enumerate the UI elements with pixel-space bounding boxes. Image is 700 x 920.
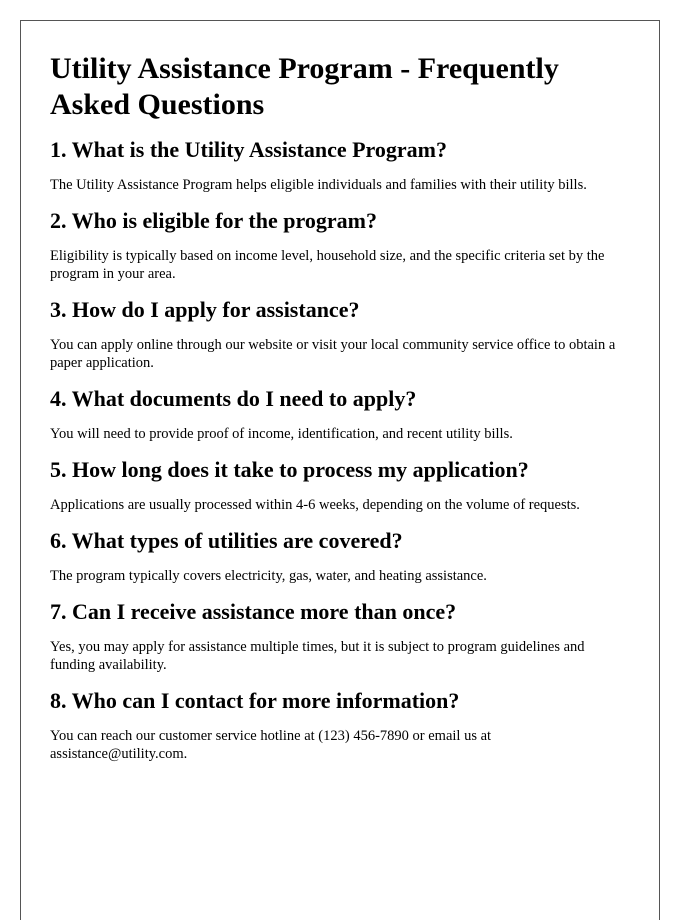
faq-question: 5. How long does it take to process my application? [50, 457, 529, 482]
faq-question: 4. What documents do I need to apply? [50, 386, 417, 411]
faq-item-1 [50, 136, 631, 194]
faq-item-4 [50, 385, 631, 443]
page-title: Utility Assistance Program - Frequently Asked Questions [50, 52, 559, 121]
faq-question: 2. Who is eligible for the program? [50, 208, 377, 233]
document-page [20, 20, 660, 920]
faq-question: 7. Can I receive assistance more than once? [50, 599, 457, 624]
faq-item-2 [50, 207, 631, 283]
faq-question: 6. What types of utilities are covered? [50, 528, 403, 553]
faq-item-3 [50, 296, 631, 372]
faq-question: 3. How do I apply for assistance? [50, 297, 360, 322]
faq-item-8 [50, 687, 631, 763]
faq-question: 1. What is the Utility Assistance Program? [50, 137, 447, 162]
faq-answer: Eligibility is typically based on income level, household size, and the specific criteria set by the program in your area. [50, 248, 605, 282]
faq-answer: Yes, you may apply for assistance multiple times, but it is subject to program guidelines and funding availability. [50, 639, 585, 673]
faq-item-5 [50, 456, 631, 514]
document-content [21, 21, 659, 763]
faq-answer: You will need to provide proof of income, identification, and recent utility bills. [50, 426, 513, 442]
faq-item-7 [50, 598, 631, 674]
faq-answer: You can reach our customer service hotline at (123) 456-7890 or email us at assistance@utility.com. [50, 728, 492, 762]
faq-answer: The program typically covers electricity, gas, water, and heating assistance. [50, 568, 487, 584]
faq-answer: You can apply online through our website or visit your local community service office to obtain a paper application. [50, 337, 616, 371]
faq-answer: Applications are usually processed within 4-6 weeks, depending on the volume of requests. [50, 497, 580, 513]
faq-item-6 [50, 527, 631, 585]
faq-question: 8. Who can I contact for more information? [50, 688, 460, 713]
faq-answer: The Utility Assistance Program helps eligible individuals and families with their utility bills. [50, 177, 587, 193]
